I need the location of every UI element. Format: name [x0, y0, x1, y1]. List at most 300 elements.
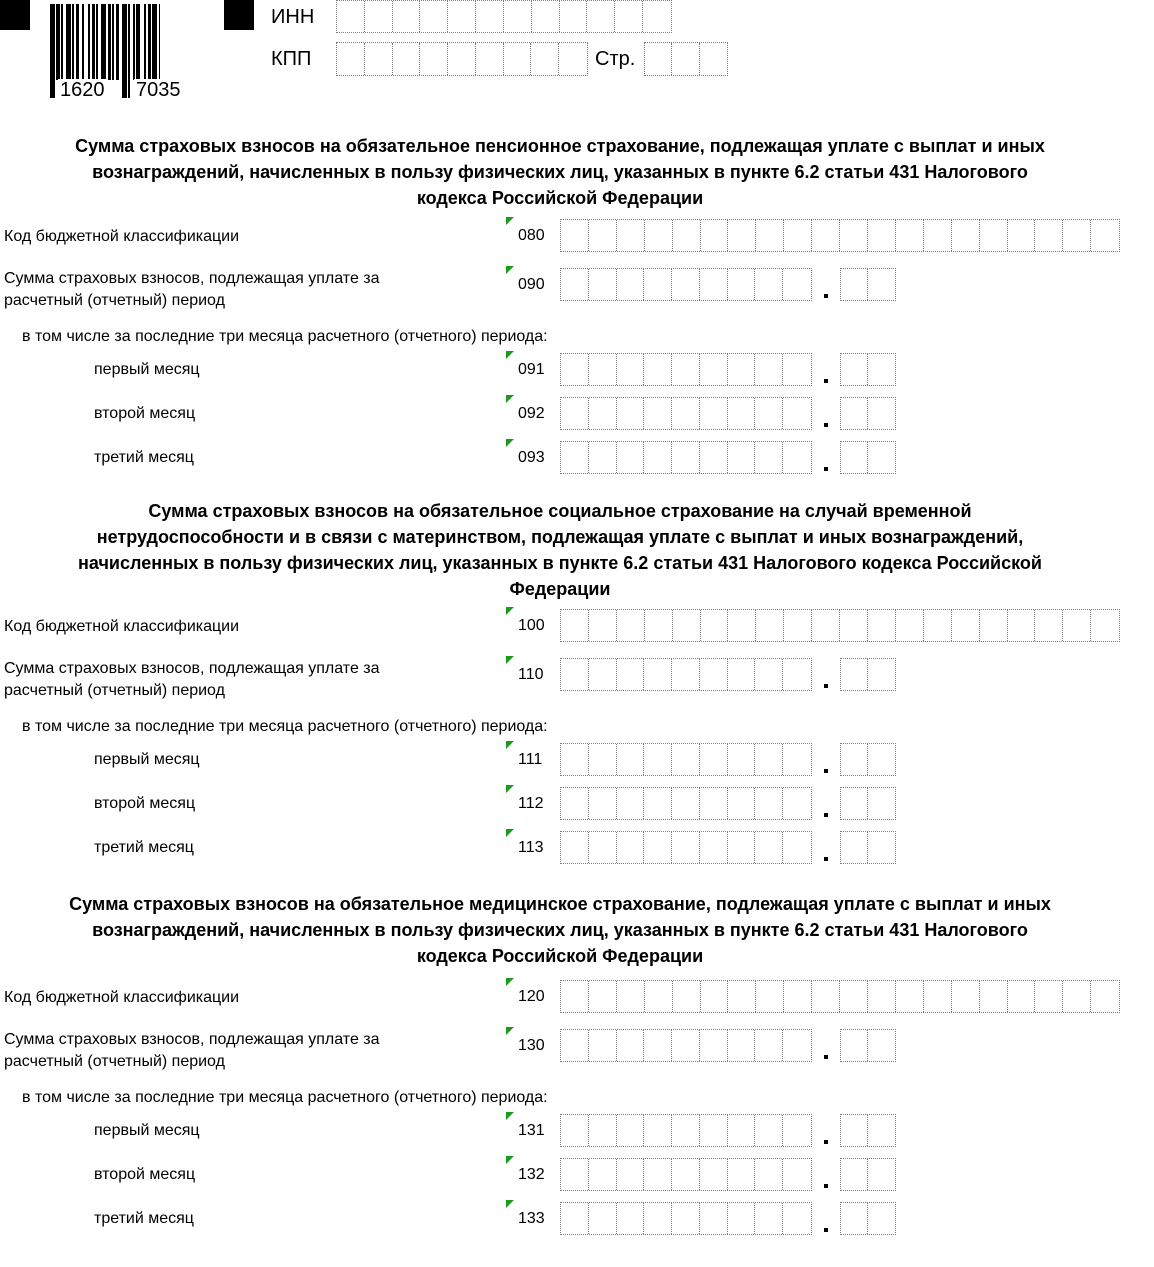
field-cell[interactable] — [672, 788, 700, 819]
field-cell[interactable] — [672, 442, 700, 473]
field-cell[interactable] — [672, 1030, 700, 1061]
field-cell[interactable] — [560, 1, 588, 32]
field-cell[interactable] — [589, 398, 617, 429]
field-cell[interactable] — [924, 220, 952, 251]
sum-label-line: Сумма страховых взносов, подлежащая уплате за — [4, 270, 380, 287]
section-2-month-2-kopecks-field[interactable] — [840, 787, 896, 820]
field-cell[interactable] — [841, 1203, 868, 1234]
field-cell[interactable] — [448, 1, 476, 32]
field-cell[interactable] — [561, 1115, 589, 1146]
field-cell[interactable] — [617, 269, 645, 300]
field-cell[interactable] — [840, 220, 868, 251]
barcode-bar — [76, 4, 79, 80]
field-cell[interactable] — [561, 981, 589, 1012]
field-cell[interactable] — [561, 354, 589, 385]
field-cell[interactable] — [1035, 610, 1063, 641]
field-cell[interactable] — [1063, 981, 1091, 1012]
field-cell[interactable] — [561, 269, 589, 300]
field-cell[interactable] — [868, 220, 896, 251]
barcode-bar — [116, 4, 119, 80]
field-cell[interactable] — [783, 659, 811, 690]
field-cell[interactable] — [672, 269, 700, 300]
field-cell[interactable] — [617, 610, 645, 641]
field-cell[interactable] — [952, 220, 980, 251]
field-cell[interactable] — [644, 1203, 672, 1234]
field-cell[interactable] — [617, 442, 645, 473]
barcode-bar — [152, 4, 157, 80]
field-cell[interactable] — [561, 1030, 589, 1061]
field-cell[interactable] — [561, 442, 589, 473]
barcode-bar — [72, 4, 74, 80]
field-cell[interactable] — [617, 398, 645, 429]
field-cell[interactable] — [728, 832, 756, 863]
barcode-bar — [96, 4, 98, 80]
section-2-month-2-code: 112 — [518, 795, 544, 812]
section-1-kbk-label: Код бюджетной классификации — [4, 228, 240, 245]
field-cell[interactable] — [673, 610, 701, 641]
section-1-month-2-rubles-field[interactable] — [560, 397, 812, 430]
section-1-month-2-kopecks-field[interactable] — [840, 397, 896, 430]
field-cell[interactable] — [783, 1030, 811, 1061]
section-title-line: Сумма страховых взносов на обязательное медицинское страхование, подлежащая уплате с выплат и иных — [69, 894, 1051, 914]
field-cell[interactable] — [783, 398, 811, 429]
barcode-bar — [66, 4, 71, 80]
section-3-sum-kopecks-field[interactable] — [840, 1029, 896, 1062]
section-2-sum-label — [4, 658, 380, 702]
field-cell[interactable] — [365, 43, 393, 75]
field-cell[interactable] — [504, 43, 532, 75]
section-2-month-2-marker-icon — [506, 785, 514, 793]
field-cell[interactable] — [644, 832, 672, 863]
field-cell[interactable] — [589, 354, 617, 385]
field-cell[interactable] — [672, 659, 700, 690]
field-cell[interactable] — [561, 788, 589, 819]
section-2-month-3-label: третий месяц — [94, 839, 194, 856]
field-cell[interactable] — [645, 220, 673, 251]
field-cell[interactable] — [868, 1159, 895, 1190]
section-2-sum-marker-icon — [506, 656, 514, 664]
field-cell[interactable] — [532, 1, 560, 32]
field-cell[interactable] — [700, 744, 728, 775]
section-2-month-1-decimal-point — [824, 769, 828, 773]
field-cell[interactable] — [868, 610, 896, 641]
section-3-month-2-label: второй месяц — [94, 1166, 196, 1183]
field-cell[interactable] — [448, 43, 476, 75]
field-cell[interactable] — [755, 1030, 783, 1061]
field-cell[interactable] — [783, 442, 811, 473]
field-cell[interactable] — [673, 220, 701, 251]
barcode-number-left: 1620 — [60, 79, 105, 101]
field-cell[interactable] — [589, 788, 617, 819]
kpp-field[interactable] — [336, 42, 588, 76]
section-3-month-2-kopecks-field[interactable] — [840, 1158, 896, 1191]
field-cell[interactable] — [476, 1, 504, 32]
field-cell[interactable] — [645, 43, 672, 75]
field-cell[interactable] — [700, 1203, 728, 1234]
field-cell[interactable] — [589, 1203, 617, 1234]
field-cell[interactable] — [841, 354, 868, 385]
field-cell[interactable] — [617, 1159, 645, 1190]
field-cell[interactable] — [1035, 981, 1063, 1012]
field-cell[interactable] — [728, 1030, 756, 1061]
field-cell[interactable] — [896, 220, 924, 251]
section-1-sum-marker-icon — [506, 266, 514, 274]
field-cell[interactable] — [868, 442, 895, 473]
section-2-kbk-field[interactable] — [560, 609, 1120, 642]
field-cell[interactable] — [840, 610, 868, 641]
field-cell[interactable] — [783, 1159, 811, 1190]
field-cell[interactable] — [841, 1030, 868, 1061]
field-cell[interactable] — [644, 354, 672, 385]
field-cell[interactable] — [617, 1203, 645, 1234]
field-cell[interactable] — [812, 610, 840, 641]
field-cell[interactable] — [589, 1115, 617, 1146]
field-cell[interactable] — [728, 610, 756, 641]
field-cell[interactable] — [924, 610, 952, 641]
field-cell[interactable] — [728, 744, 756, 775]
section-1-title — [0, 133, 1120, 211]
section-title-line: вознаграждений, начисленных в пользу физических лиц, указанных в пункте 6.2 статьи 431 Налогового — [92, 162, 1028, 182]
field-cell[interactable] — [728, 981, 756, 1012]
field-cell[interactable] — [868, 1030, 895, 1061]
section-1-sum-rubles-field[interactable] — [560, 268, 812, 301]
section-1-month-3-kopecks-field[interactable] — [840, 441, 896, 474]
field-cell[interactable] — [783, 1203, 811, 1234]
field-cell[interactable] — [896, 610, 924, 641]
field-cell[interactable] — [868, 832, 895, 863]
section-1-kbk-field[interactable] — [560, 219, 1120, 252]
field-cell[interactable] — [868, 659, 895, 690]
field-cell[interactable] — [755, 354, 783, 385]
section-1-month-2-label: второй месяц — [94, 405, 196, 422]
field-cell[interactable] — [755, 744, 783, 775]
field-cell[interactable] — [868, 744, 895, 775]
field-cell[interactable] — [841, 398, 868, 429]
section-2-sum-kopecks-field[interactable] — [840, 658, 896, 691]
field-cell[interactable] — [812, 220, 840, 251]
field-cell[interactable] — [980, 610, 1008, 641]
field-cell[interactable] — [337, 43, 365, 75]
field-cell[interactable] — [561, 744, 589, 775]
field-cell[interactable] — [337, 1, 365, 32]
field-cell[interactable] — [783, 788, 811, 819]
field-cell[interactable] — [672, 354, 700, 385]
field-cell[interactable] — [755, 1203, 783, 1234]
field-cell[interactable] — [728, 442, 756, 473]
section-3-month-1-kopecks-field[interactable] — [840, 1114, 896, 1147]
field-cell[interactable] — [559, 43, 587, 75]
field-cell[interactable] — [700, 832, 728, 863]
field-cell[interactable] — [617, 220, 645, 251]
field-cell[interactable] — [644, 1159, 672, 1190]
section-3-kbk-field[interactable] — [560, 980, 1120, 1013]
field-cell[interactable] — [589, 832, 617, 863]
field-cell[interactable] — [868, 1203, 895, 1234]
field-cell[interactable] — [701, 220, 729, 251]
field-cell[interactable] — [952, 610, 980, 641]
section-3-month-1-rubles-field[interactable] — [560, 1114, 812, 1147]
field-cell[interactable] — [617, 832, 645, 863]
field-cell[interactable] — [589, 659, 617, 690]
section-1-month-1-label: первый месяц — [94, 361, 200, 378]
section-2-sum-code: 110 — [518, 666, 544, 683]
field-cell[interactable] — [617, 744, 645, 775]
field-cell[interactable] — [755, 398, 783, 429]
field-cell[interactable] — [644, 269, 672, 300]
field-cell[interactable] — [589, 220, 617, 251]
field-cell[interactable] — [701, 981, 729, 1012]
field-cell[interactable] — [755, 1115, 783, 1146]
field-cell[interactable] — [700, 659, 728, 690]
inn-label: ИНН — [271, 6, 315, 28]
section-title-line: нетрудоспособности и в связи с материнством, подлежащая уплате с выплат и иных вознаграждений, — [96, 527, 1024, 547]
inn-field[interactable] — [336, 0, 672, 33]
field-cell[interactable] — [561, 1159, 589, 1190]
field-cell[interactable] — [700, 354, 728, 385]
field-cell[interactable] — [783, 269, 811, 300]
field-cell[interactable] — [672, 1115, 700, 1146]
field-cell[interactable] — [728, 398, 756, 429]
field-cell[interactable] — [1091, 981, 1119, 1012]
field-cell[interactable] — [841, 788, 868, 819]
field-cell[interactable] — [589, 981, 617, 1012]
field-cell[interactable] — [672, 398, 700, 429]
field-cell[interactable] — [645, 981, 673, 1012]
field-cell[interactable] — [924, 981, 952, 1012]
section-title-line: начисленных в пользу физических лиц, указанных в пункте 6.2 статьи 431 Налогового кодекса Российской — [78, 553, 1042, 573]
field-cell[interactable] — [756, 610, 784, 641]
field-cell[interactable] — [587, 1, 615, 32]
field-cell[interactable] — [980, 220, 1008, 251]
field-cell[interactable] — [365, 1, 393, 32]
field-cell[interactable] — [644, 744, 672, 775]
section-3-sum-marker-icon — [506, 1027, 514, 1035]
field-cell[interactable] — [1091, 610, 1119, 641]
field-cell[interactable] — [561, 1203, 589, 1234]
field-cell[interactable] — [617, 788, 645, 819]
field-cell[interactable] — [868, 354, 895, 385]
field-cell[interactable] — [589, 1159, 617, 1190]
field-cell[interactable] — [561, 610, 589, 641]
field-cell[interactable] — [868, 269, 895, 300]
barcode-bar — [133, 4, 135, 80]
barcode-number-right: 7035 — [136, 79, 181, 101]
field-cell[interactable] — [952, 981, 980, 1012]
field-cell[interactable] — [589, 442, 617, 473]
field-cell[interactable] — [728, 269, 756, 300]
field-cell[interactable] — [783, 1115, 811, 1146]
field-cell[interactable] — [617, 659, 645, 690]
field-cell[interactable] — [672, 832, 700, 863]
barcode-bar — [128, 4, 130, 98]
section-3-month-3-kopecks-field[interactable] — [840, 1202, 896, 1235]
field-cell[interactable] — [728, 1159, 756, 1190]
field-cell[interactable] — [728, 788, 756, 819]
field-cell[interactable] — [700, 1159, 728, 1190]
field-cell[interactable] — [841, 269, 868, 300]
field-cell[interactable] — [1063, 220, 1091, 251]
section-3-month-3-rubles-field[interactable] — [560, 1202, 812, 1235]
field-cell[interactable] — [672, 744, 700, 775]
section-2-month-3-kopecks-field[interactable] — [840, 831, 896, 864]
field-cell[interactable] — [393, 43, 421, 75]
field-cell[interactable] — [504, 1, 532, 32]
field-cell[interactable] — [644, 442, 672, 473]
section-3-months-intro: в том числе за последние три месяца расчетного (отчетного) периода: — [22, 1089, 548, 1106]
field-cell[interactable] — [617, 354, 645, 385]
field-cell[interactable] — [755, 788, 783, 819]
field-cell[interactable] — [672, 1159, 700, 1190]
section-3-month-3-label: третий месяц — [94, 1210, 194, 1227]
field-cell[interactable] — [393, 1, 421, 32]
field-cell[interactable] — [840, 981, 868, 1012]
field-cell[interactable] — [617, 1030, 645, 1061]
field-cell[interactable] — [531, 43, 559, 75]
section-1-month-2-marker-icon — [506, 395, 514, 403]
field-cell[interactable] — [784, 610, 812, 641]
section-2-month-3-code: 113 — [518, 839, 544, 856]
field-cell[interactable] — [755, 832, 783, 863]
field-cell[interactable] — [1008, 220, 1036, 251]
section-1-sum-kopecks-field[interactable] — [840, 268, 896, 301]
field-cell[interactable] — [1035, 220, 1063, 251]
section-2-sum-rubles-field[interactable] — [560, 658, 812, 691]
field-cell[interactable] — [868, 1115, 895, 1146]
field-cell[interactable] — [1008, 610, 1036, 641]
field-cell[interactable] — [476, 43, 504, 75]
field-cell[interactable] — [672, 43, 699, 75]
field-cell[interactable] — [1008, 981, 1036, 1012]
field-cell[interactable] — [673, 981, 701, 1012]
field-cell[interactable] — [841, 442, 868, 473]
field-cell[interactable] — [644, 1115, 672, 1146]
field-cell[interactable] — [644, 659, 672, 690]
field-cell[interactable] — [728, 220, 756, 251]
field-cell[interactable] — [755, 1159, 783, 1190]
section-1-month-1-kopecks-field[interactable] — [840, 353, 896, 386]
field-cell[interactable] — [980, 981, 1008, 1012]
field-cell[interactable] — [561, 659, 589, 690]
section-2-month-2-rubles-field[interactable] — [560, 787, 812, 820]
field-cell[interactable] — [868, 398, 895, 429]
section-2-month-1-kopecks-field[interactable] — [840, 743, 896, 776]
field-cell[interactable] — [841, 832, 868, 863]
field-cell[interactable] — [700, 1030, 728, 1061]
section-1-month-3-rubles-field[interactable] — [560, 441, 812, 474]
field-cell[interactable] — [561, 220, 589, 251]
corner-marker-left — [0, 0, 30, 30]
field-cell[interactable] — [755, 659, 783, 690]
field-cell[interactable] — [589, 744, 617, 775]
field-cell[interactable] — [728, 354, 756, 385]
field-cell[interactable] — [783, 744, 811, 775]
field-cell[interactable] — [701, 610, 729, 641]
section-2-month-2-label: второй месяц — [94, 795, 196, 812]
field-cell[interactable] — [783, 832, 811, 863]
field-cell[interactable] — [868, 981, 896, 1012]
section-1-month-1-marker-icon — [506, 351, 514, 359]
sum-label-line: расчетный (отчетный) период — [4, 682, 225, 699]
field-cell[interactable] — [868, 788, 895, 819]
section-2-kbk-label: Код бюджетной классификации — [4, 618, 240, 635]
field-cell[interactable] — [644, 788, 672, 819]
barcode — [50, 4, 202, 100]
field-cell[interactable] — [755, 442, 783, 473]
field-cell[interactable] — [589, 610, 617, 641]
field-cell[interactable] — [589, 1030, 617, 1061]
field-cell[interactable] — [784, 220, 812, 251]
section-1-month-2-code: 092 — [518, 405, 545, 422]
field-cell[interactable] — [700, 269, 728, 300]
section-1-kbk-code: 080 — [518, 227, 545, 244]
field-cell[interactable] — [896, 981, 924, 1012]
field-cell[interactable] — [700, 1115, 728, 1146]
field-cell[interactable] — [589, 269, 617, 300]
barcode-bar — [148, 4, 151, 80]
barcode-bar — [82, 4, 84, 80]
section-2-month-3-rubles-field[interactable] — [560, 831, 812, 864]
kpp-label: КПП — [271, 48, 312, 70]
field-cell[interactable] — [728, 1115, 756, 1146]
field-cell[interactable] — [755, 269, 783, 300]
field-cell[interactable] — [615, 1, 643, 32]
section-3-sum-rubles-field[interactable] — [560, 1029, 812, 1062]
page-number-field[interactable] — [644, 42, 728, 76]
section-2-month-1-rubles-field[interactable] — [560, 743, 812, 776]
field-cell[interactable] — [756, 220, 784, 251]
field-cell[interactable] — [700, 442, 728, 473]
section-2-month-1-label: первый месяц — [94, 751, 200, 768]
section-1-month-2-decimal-point — [824, 423, 828, 427]
section-1-sum-decimal-point — [824, 294, 828, 298]
field-cell[interactable] — [756, 981, 784, 1012]
field-cell[interactable] — [783, 354, 811, 385]
field-cell[interactable] — [617, 1115, 645, 1146]
field-cell[interactable] — [700, 398, 728, 429]
field-cell[interactable] — [841, 1115, 868, 1146]
field-cell[interactable] — [644, 1030, 672, 1061]
section-3-month-1-marker-icon — [506, 1112, 514, 1120]
field-cell[interactable] — [420, 1, 448, 32]
field-cell[interactable] — [841, 1159, 868, 1190]
field-cell[interactable] — [1091, 220, 1119, 251]
field-cell[interactable] — [700, 788, 728, 819]
field-cell[interactable] — [644, 398, 672, 429]
field-cell[interactable] — [728, 1203, 756, 1234]
field-cell[interactable] — [645, 610, 673, 641]
section-2-title — [0, 498, 1120, 602]
field-cell[interactable] — [841, 744, 868, 775]
field-cell[interactable] — [700, 43, 727, 75]
section-1-month-1-rubles-field[interactable] — [560, 353, 812, 386]
field-cell[interactable] — [812, 981, 840, 1012]
field-cell[interactable] — [420, 43, 448, 75]
section-2-month-1-code: 111 — [518, 751, 543, 768]
field-cell[interactable] — [643, 1, 671, 32]
field-cell[interactable] — [1063, 610, 1091, 641]
field-cell[interactable] — [672, 1203, 700, 1234]
field-cell[interactable] — [841, 659, 868, 690]
field-cell[interactable] — [617, 981, 645, 1012]
section-3-month-2-rubles-field[interactable] — [560, 1158, 812, 1191]
field-cell[interactable] — [561, 398, 589, 429]
field-cell[interactable] — [561, 832, 589, 863]
field-cell[interactable] — [728, 659, 756, 690]
barcode-bar — [144, 4, 146, 80]
section-3-month-1-decimal-point — [824, 1140, 828, 1144]
field-cell[interactable] — [784, 981, 812, 1012]
section-3-month-3-code: 133 — [518, 1210, 545, 1227]
